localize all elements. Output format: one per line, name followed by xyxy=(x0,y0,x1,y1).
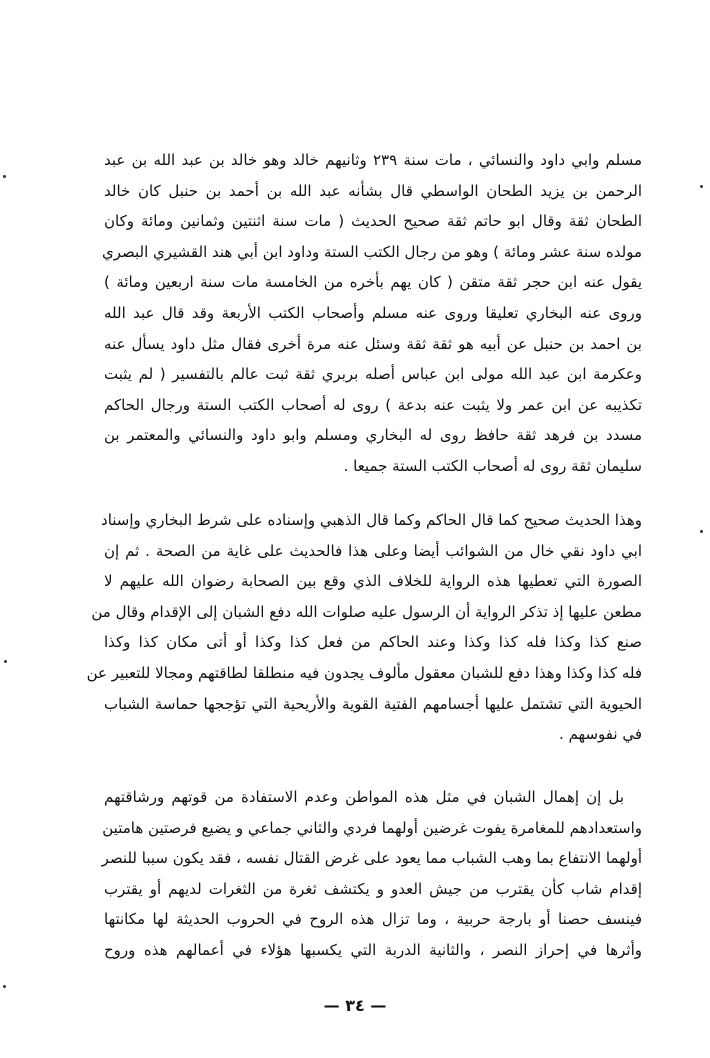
text-line: بل إن إهمال الشبان في مثل هذه المواطن وعدم الاستفادة من قوتهم ورشاقتهم xyxy=(104,788,624,806)
text-line: وعكرمة ابن عبد الله مولى ابن عباس أصله بربري ثقة ثبت عالم بالتفسير ( لم يثبت xyxy=(104,365,642,384)
text-line: مولده سنة عشر ومائة ) وهو من رجال الكتب الستة وداود ابن أبي هند القشيري البصري xyxy=(101,242,642,261)
text-line: بن احمد بن حنبل عن أبيه هو ثقة ثقة وسئل عنه مرة أخرى فقال مثل داود يسأل عنه xyxy=(104,334,642,353)
scan-speck xyxy=(3,985,6,988)
text-line: ابي داود نقي خال من الشوائب أيضا وعلى هذا فالحديث على غاية من الصحة . ثم إن xyxy=(104,541,642,560)
paragraph-1 xyxy=(101,145,642,482)
text-line: تكذيبه عن ابن عمر ولا يثبت عنه بدعة ) روى له أصحاب الكتب الستة ورجال الحاكم xyxy=(104,395,642,414)
text-line: صنع كذا وكذا فله كذا وكذا وعند الحاكم من فعل كذا وكذا أو أتى مكان كذا وكذا xyxy=(104,633,642,652)
text-line: يقول عنه ابن حجر ثقة متقن ( كان يهم بأخره من الخامسة مات سنة اربعين ومائة ) xyxy=(104,273,642,292)
text-line: الحيوية التي تشتمل عليها أجسامهم الفتية القوية والأريحية التي تؤججها حماسة الشباب xyxy=(104,694,642,713)
text-line: الصورة التي تعطيها هذه الرواية للخلاف الذي وقع بين الصحابة رضوان الله عليهم لا xyxy=(104,572,642,591)
text-line: وهذا الحديث صحيح كما قال الحاكم وكما قال الذهبي وإسناده على شرط البخاري وإسناد xyxy=(101,511,642,529)
scan-speck xyxy=(3,175,6,178)
text-line: وأثرها في إحراز النصر ، والثانية الدربة التي يكسبها هؤلاء في أعمالهم هذه وروح xyxy=(104,940,642,959)
text-line: الرحمن بن يزيد الطحان الواسطي قال بشأنه عبد الله بن أحمد بن حنبل كان خالد xyxy=(104,181,642,200)
text-line: سليمان ثقة روى له أصحاب الكتب الستة جميعا . xyxy=(343,456,642,475)
text-line: مسدد بن فرهد ثقة حافظ روى له البخاري ومسلم وابو داود والنسائي والمعتمر بن xyxy=(104,426,642,445)
scan-speck xyxy=(700,530,703,533)
text-line: فله كذا وكذا وهذا دفع للشبان معقول مألوف يجدون فيه منطلقا لطاقتهم ومجالا للتعبير عن xyxy=(86,663,642,682)
text-line: مسلم وابي داود والنسائي ، مات سنة ٢٣٩ وثانيهم خالد وهو خالد بن عبد الله بن عبد xyxy=(104,151,642,169)
page-number: — ٣٤ — xyxy=(323,996,387,1015)
text-line: مطعن عليها إذ تذكر الرواية أن الرسول عليه صلوات الله دفع الشبان إلى الإقدام وقال من xyxy=(91,602,642,621)
paragraph-3 xyxy=(101,782,642,966)
text-line: في نفوسهم . xyxy=(559,725,642,744)
text-line: وروى عنه البخاري تعليقا وروى عنه مسلم وأصحاب الكتب الأربعة وقد قال عبد الله xyxy=(104,303,642,322)
text-line: إقدام شاب كأن يقترب من جيش العدو و يكتشف ثغرة من الثغرات لديهم أو يقترب xyxy=(104,879,642,898)
text-line: فينسف حصنا أو بارجة حربية ، وما تزال هذه الروح في الحروب الحديثة لها مكانتها xyxy=(104,910,642,929)
scan-speck xyxy=(4,660,7,663)
scan-speck xyxy=(700,185,703,188)
text-line: واستعدادهم للمغامرة يفوت غرضين أولهما فردي والثاني جماعي و يضيع فرصتين هامتين xyxy=(102,818,642,837)
text-line: أولهما الانتفاع بما وهب الشباب مما يعود على غرض القتال نفسه ، فقد يكون سببا للنصر xyxy=(101,849,642,868)
text-line: الطحان ثقة وقال ابو حاتم ثقة صحيح الحديث ( مات سنة اثنتين وثمانين ومائة وكان xyxy=(104,212,642,231)
paragraph-2 xyxy=(86,505,642,750)
